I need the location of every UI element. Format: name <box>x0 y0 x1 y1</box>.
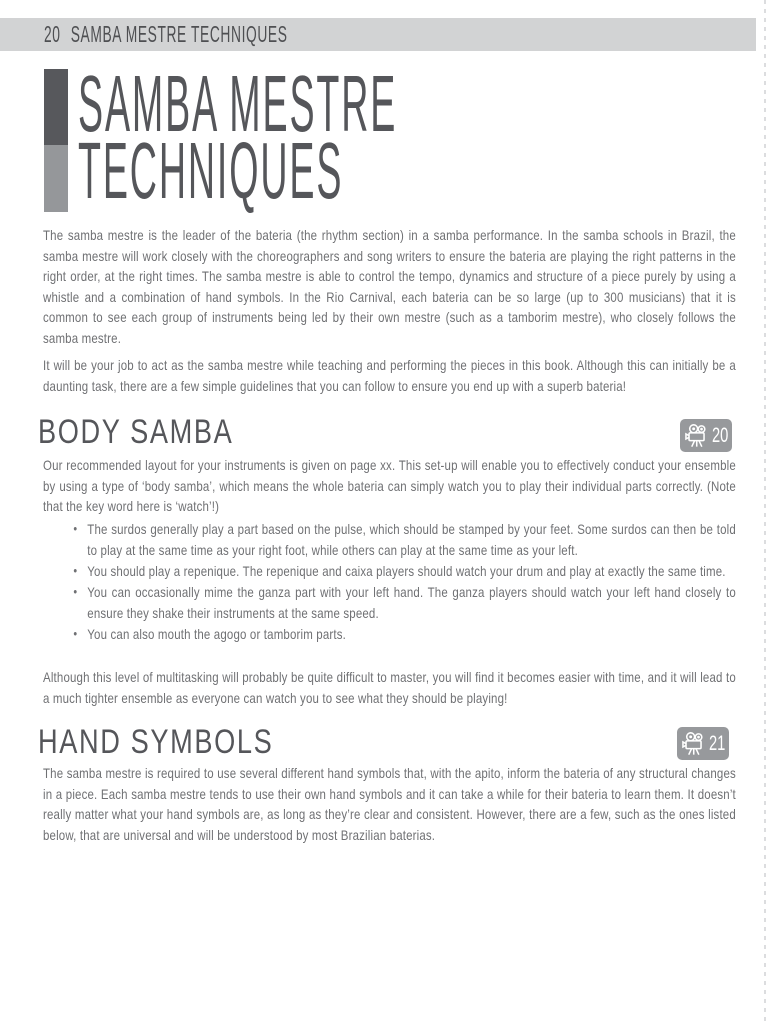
video-badge-20 <box>680 419 732 452</box>
chapter-title <box>78 59 398 215</box>
body-samba-bullet-list <box>43 519 736 645</box>
perforation-line <box>764 0 766 1024</box>
running-header <box>0 18 756 51</box>
page-number: 20 <box>44 21 61 47</box>
video-badge-21 <box>677 727 729 760</box>
title-bar-light-segment <box>44 145 68 212</box>
intro-paragraph-1: The samba mestre is the leader of the bateria (the rhythm section) in a samba performance. In the samba schools in Brazil, the samba mestre will work closely with the choreographers and song writers to ensure the bateria are playing the right patterns in the right order, at the right times. The samba mestre is able to control the tempo, dynamics and structure of a piece purely by using a whistle and a combination of hand symbols. In the Rio Carnival, each bateria can be so large (up to 300 musicians) that it is common to see each group of instruments being led by their own mestre (such as a tamborim mestre), who closely follows the samba mestre. <box>43 227 736 346</box>
running-header-title: SAMBA MESTRE TECHNIQUES <box>70 21 288 47</box>
list-item: • You can occasionally mime the ganza part with your left hand. The ganza players should watch your left hand closely to ensure they shake their instruments at the same speed. <box>87 582 736 624</box>
list-item: • You can also mouth the agogo or tamborim parts. <box>87 624 736 645</box>
chapter-title-bar <box>44 69 68 212</box>
chapter-title-line1: SAMBA MESTRE <box>78 59 398 148</box>
intro-paragraph-2: It will be your job to act as the samba mestre while teaching and performing the pieces in this book. Although this can initially be a daunting task, there are a few simple guidelines that you can follow to ensure you end up with a superb bateria! <box>43 357 736 394</box>
body-samba-closing-paragraph: Although this level of multitasking will probably be quite difficult to master, you will find it becomes easier with time, and it will lead to a much tighter ensemble as everyone can watch you to see what they should be playing! <box>43 669 736 706</box>
video-badge-number: 21 <box>708 732 725 755</box>
section-heading-hand-symbols: HAND SYMBOLS <box>38 723 274 761</box>
body-samba-paragraph: Our recommended layout for your instruments is given on page xx. This set-up will enable you to effectively conduct your ensemble by using a type of ‘body samba’, which means the whole bateria can simply watch you to play their individual parts correctly. (Note that the key word here is ‘watch’!) <box>43 457 736 514</box>
film-camera-icon <box>685 423 710 448</box>
chapter-title-line2: TECHNIQUES <box>78 126 344 215</box>
section-heading-body-samba: BODY SAMBA <box>38 413 234 451</box>
video-badge-number: 20 <box>711 424 728 447</box>
film-camera-icon <box>682 731 707 756</box>
title-bar-dark-segment <box>44 69 68 145</box>
running-header-text <box>44 18 288 51</box>
list-item: • You should play a repenique. The repenique and caixa players should watch your drum and play at exactly the same time. <box>87 561 736 582</box>
list-item: • The surdos generally play a part based on the pulse, which should be stamped by your feet. Some surdos can then be told to play at the same time as your right foot, while others can play at the same time as your left. <box>87 519 736 561</box>
hand-symbols-paragraph: The samba mestre is required to use several different hand symbols that, with the apito, inform the bateria of any structural changes in a piece. Each samba mestre tends to use their own hand symbols and it can take a while for their bateria to learn them. It doesn’t really matter what your hand symbols are, as long as they’re clear and consistent. However, there are a few, such as the ones listed below, that are universal and will be understood by most Brazilian baterias. <box>43 765 736 843</box>
